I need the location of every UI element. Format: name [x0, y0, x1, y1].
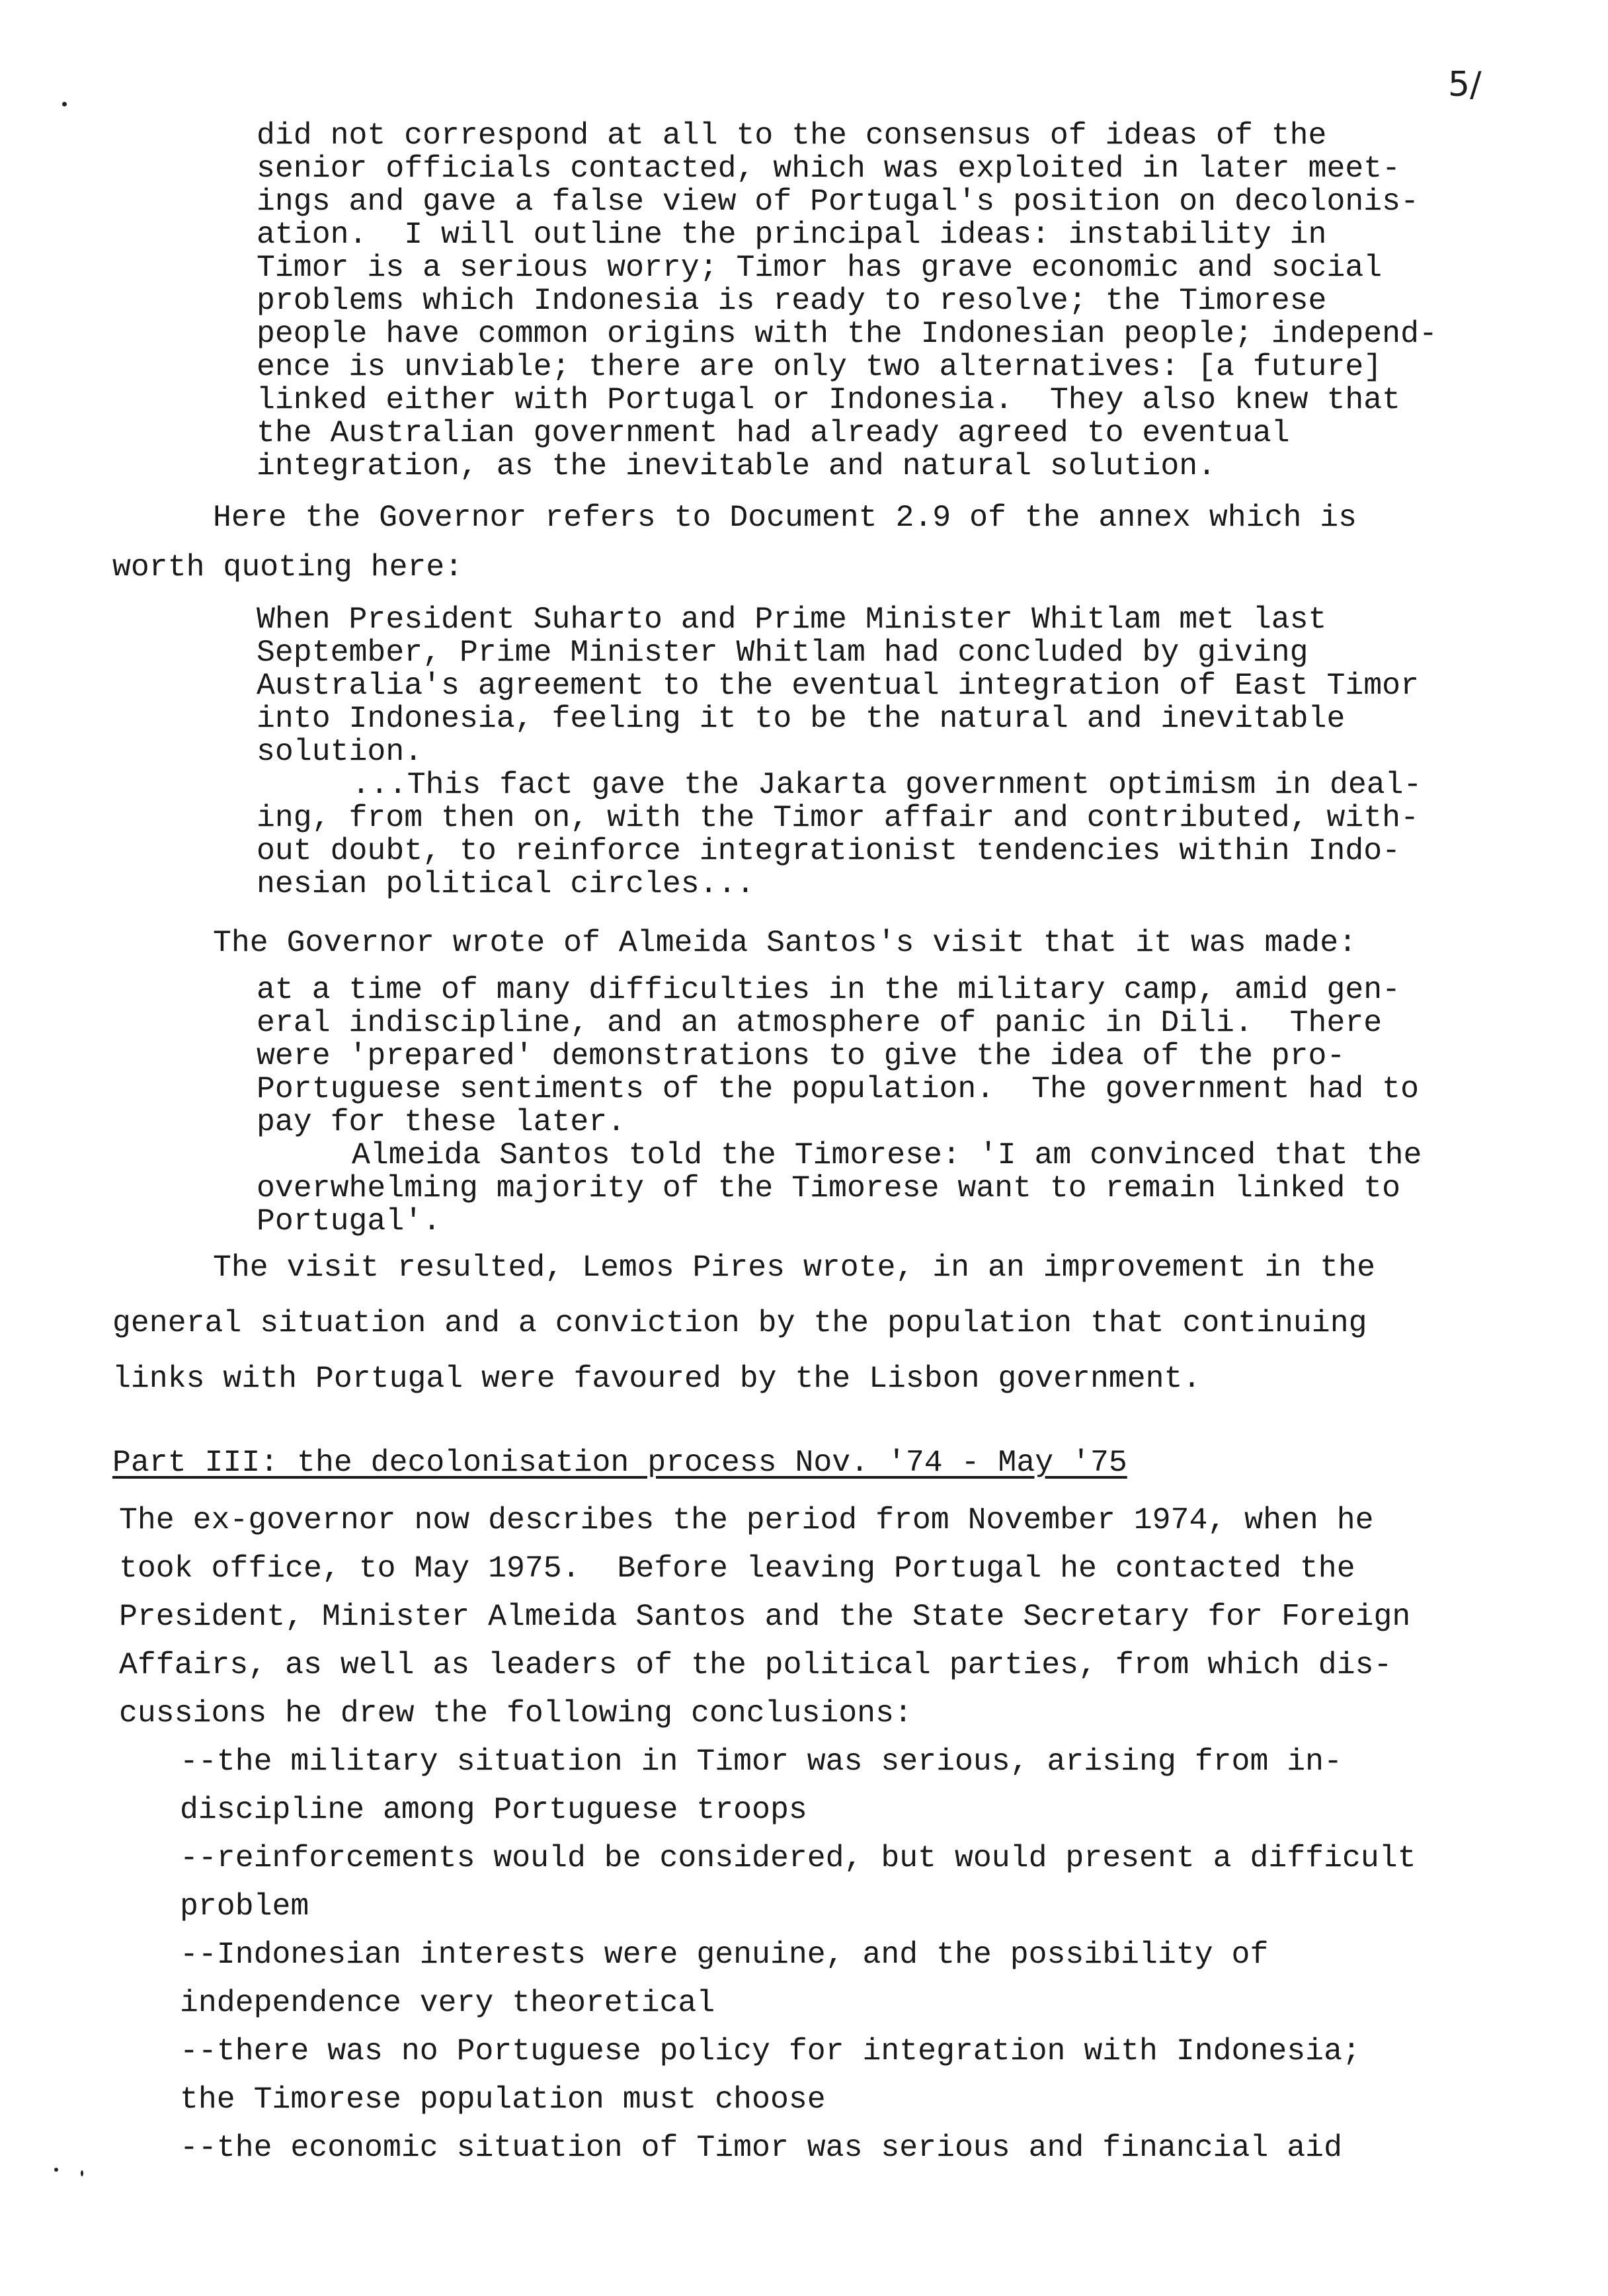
paragraph-line: links with Portugal were favoured by the Lisbon government. [112, 1361, 1201, 1396]
quote-line: Australia's agreement to the eventual integration of East Timor [257, 668, 1419, 703]
quote-line: people have common origins with the Indonesian people; independ- [257, 316, 1437, 351]
paragraph-visit-result [112, 1240, 1375, 1407]
ink-speck [54, 2168, 58, 2172]
quote-visit [257, 973, 1422, 1238]
paragraph-line: cussions he drew the following conclusions: [119, 1696, 912, 1731]
paragraph-line: Affairs, as well as leaders of the political parties, from which dis- [119, 1647, 1392, 1682]
conclusion-item-continued: the Timorese population must choose [180, 2082, 826, 2117]
quote-line: problems which Indonesia is ready to resolve; the Timorese [257, 283, 1327, 318]
quote-line: Almeida Santos told the Timorese: 'I am convinced that the [352, 1137, 1422, 1172]
conclusion-item: --there was no Portuguese policy for integration with Indonesia; [180, 2033, 1361, 2069]
quote-line: September, Prime Minister Whitlam had concluded by giving [257, 635, 1308, 670]
paragraph-line: took office, to May 1975. Before leaving Portugal he contacted the [119, 1551, 1355, 1586]
paragraph-line: The ex-governor now describes the period from November 1974, when he [119, 1502, 1374, 1538]
quote-line: were 'prepared' demonstrations to give the idea of the pro- [257, 1038, 1346, 1073]
paragraph-line: President, Minister Almeida Santos and the State Secretary for Foreign [119, 1599, 1411, 1634]
quote-line: ence is unviable; there are only two alternatives: [a future] [257, 349, 1383, 384]
paragraph-line: The Governor wrote of Almeida Santos's visit that it was made: [213, 925, 1357, 960]
quote-line: out doubt, to reinforce integrationist tendencies within Indo- [257, 833, 1401, 868]
quote-line: did not correspond at all to the consensus of ideas of the [257, 118, 1327, 153]
section-heading-part-3: Part III: the decolonisation process Nov. '74 - May '75 [112, 1445, 1127, 1480]
conclusion-item-continued: discipline among Portuguese troops [180, 1792, 807, 1827]
page-number: 5/ [1448, 65, 1482, 104]
quote-document-2-9 [257, 603, 1422, 901]
conclusion-item: --reinforcements would be considered, but would present a difficult [180, 1840, 1416, 1875]
conclusion-item: --the economic situation of Timor was serious and financial aid [180, 2130, 1342, 2165]
quote-line: senior officials contacted, which was exploited in later meet- [257, 151, 1401, 186]
quote-line: pay for these later. [257, 1104, 626, 1139]
quote-line: Timor is a serious worry; Timor has grave economic and social [257, 250, 1383, 285]
quote-line: Portuguese sentiments of the population. The government had to [257, 1071, 1419, 1106]
quote-governor-ideas [257, 119, 1437, 483]
quote-line: overwhelming majority of the Timorese want to remain linked to [257, 1170, 1401, 1206]
paragraph-line: Here the Governor refers to Document 2.9 of the annex which is [213, 500, 1357, 535]
quote-line: eral indiscipline, and an atmosphere of panic in Dili. There [257, 1005, 1383, 1040]
quote-line: ation. I will outline the principal ideas: instability in [257, 217, 1327, 252]
ink-speck [62, 102, 67, 106]
conclusion-item-continued: independence very theoretical [180, 1985, 715, 2020]
quote-line: at a time of many difficulties in the military camp, amid gen- [257, 972, 1401, 1007]
paragraph-document-reference [112, 493, 1357, 592]
quote-line: When President Suharto and Prime Minister Whitlam met last [257, 602, 1327, 637]
quote-line: ings and gave a false view of Portugal's position on decolonis- [257, 184, 1419, 219]
quote-line: the Australian government had already agreed to eventual [257, 415, 1290, 450]
paragraph-part-3-intro [119, 1496, 1410, 1737]
conclusions-list [180, 1737, 1416, 2172]
quote-line: nesian political circles... [257, 866, 755, 901]
quote-line: ing, from then on, with the Timor affair and contributed, with- [257, 800, 1419, 835]
quote-line: solution. [257, 734, 423, 769]
conclusion-item: --Indonesian interests were genuine, and the possibility of [180, 1937, 1269, 1972]
conclusion-item: --the military situation in Timor was serious, arising from in- [180, 1744, 1342, 1779]
quote-line: Portugal'. [257, 1204, 442, 1239]
paragraph-line: general situation and a conviction by the population that continuing [112, 1305, 1367, 1340]
ink-speck [81, 2170, 83, 2176]
quote-line: linked either with Portugal or Indonesia. They also knew that [257, 382, 1401, 417]
quote-line: integration, as the inevitable and natural solution. [257, 448, 1217, 483]
paragraph-line: The visit resulted, Lemos Pires wrote, in an improvement in the [213, 1250, 1375, 1285]
paragraph-line: worth quoting here: [112, 550, 463, 585]
quote-line: ...This fact gave the Jakarta government optimism in deal- [352, 767, 1422, 802]
conclusion-item-continued: problem [180, 1889, 309, 1924]
quote-line: into Indonesia, feeling it to be the natural and inevitable [257, 701, 1346, 736]
paragraph-visit-intro [213, 918, 1357, 967]
